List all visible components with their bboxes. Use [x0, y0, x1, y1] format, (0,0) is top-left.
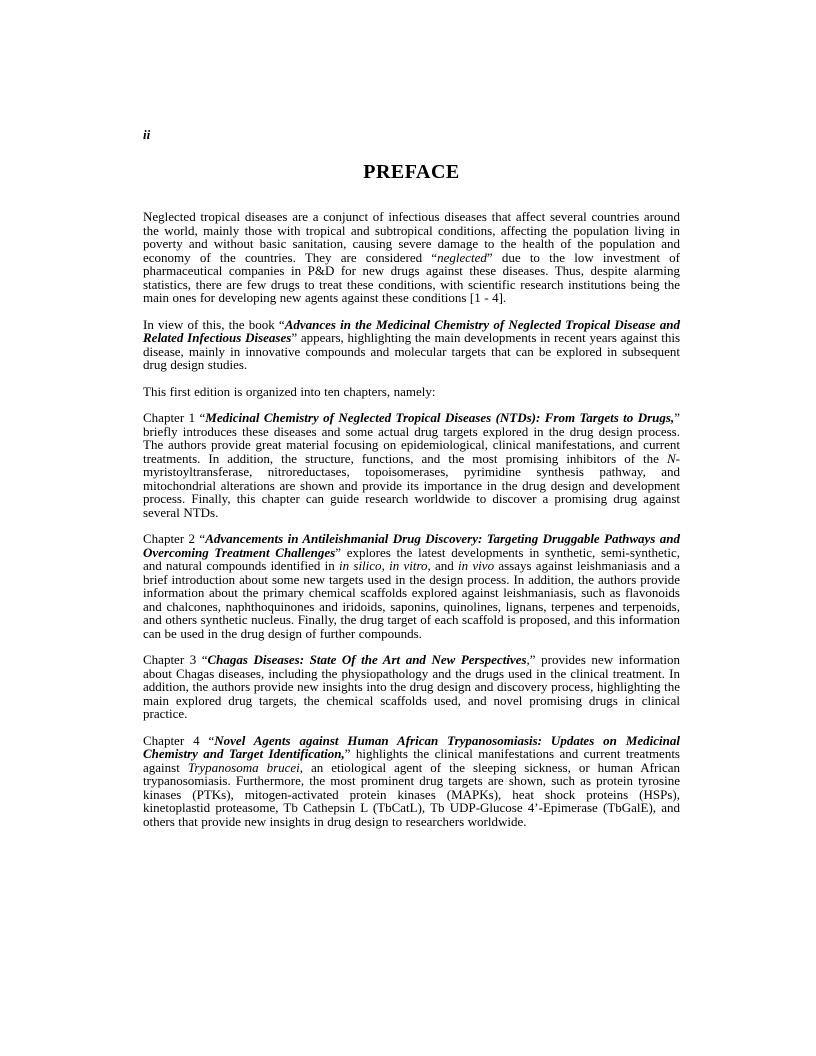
text-run: Chapter 2 “ — [143, 531, 206, 546]
text-run-emphasis: Medicinal Chemistry of Neglected Tropical Diseases (NTDs): From Targets to Drugs, — [205, 410, 675, 425]
paragraph — [143, 734, 680, 829]
text-run: , an etiological agent of the sleeping sickness, or human African trypanosomiasis. Furthermore, the most prominent drug targets are shown, such as protein tyrosine kinases (PTKs), mitogen-activated protein kinases (MAPKs), heat shock proteins (HSPs), kinetoplastid proteasome, Tb Cathepsin L (TbCatL), Tb UDP-Glucose 4’-Epimerase (TbGalE), and others that provide new insights in drug design to researchers worldwide. — [143, 759, 680, 829]
text-run: Chapter 1 “ — [143, 410, 206, 425]
text-run: ” appears, highlighting the main developments in recent years against this disease, mainly in innovative compounds and molecular targets that can be explored in subsequent drug design studies. — [143, 330, 680, 372]
page-number: ii — [143, 127, 151, 142]
page-content — [143, 128, 680, 828]
text-run: Neglected tropical diseases are a conjunct of infectious diseases that affect several countries around the world, mainly those with tropical and subtropical conditions, affecting the population living in poverty and without basic sanitation, causing severe damage to the health of the population and economy of the countries. They are considered “ — [143, 209, 680, 265]
text-run: , — [381, 558, 390, 573]
text-run: ,” provides new information about Chagas diseases, including the physiopathology and the drugs used in the clinical treatment. In addition, the authors provide new insights into the drug design and discovery process, highlighting the main explored drug targets, the chemical scaffolds used, and novel promising drugs in clinical practice. — [143, 652, 681, 721]
text-run: assays against leishmaniasis and a brief introduction about some new targets used in the design process. In addition, the authors provide information about the primary chemical scaffolds explored against leishmaniasis, such as flavonoids and chalcones, naphthoquinones and iridoids, saponins, quinolines, lignans, terpenes and terpenoids, and others synthetic nucleus. Finally, the drug target of each scaffold is proposed, and this information can be used in the drug design of further compounds. — [143, 558, 680, 641]
text-run: ” briefly introduces these diseases and some actual drug targets explored in the drug design process. The authors provide great material focusing on epidemiological, clinical manifestations, and current treatments. In addition, the structure, functions, and the most promising inhibitors of the — [143, 410, 680, 466]
text-run: , and — [427, 558, 459, 573]
page-title: PREFACE — [363, 161, 460, 183]
text-run-emphasis: Novel Agents against Human African Trypanosomiasis: Updates on Medicinal Chemistry and Target Identification, — [143, 732, 680, 761]
text-run: Chapter 4 “ — [143, 732, 215, 748]
text-run-emphasis: in vivo — [458, 558, 495, 573]
text-run: ” explores the latest developments in synthetic, semi-synthetic, and natural compounds identified in — [143, 544, 681, 573]
text-run-emphasis: Trypanosoma brucei — [187, 759, 300, 775]
text-run: ” highlights the clinical manifestations and current treatments against — [143, 746, 680, 775]
paragraph — [143, 318, 680, 372]
paragraph — [143, 411, 680, 519]
text-run: ” due to the low investment of pharmaceutical companies in P&D for new drugs against these diseases. Thus, despite alarming statistics, there are few drugs to treat these conditions, with scientific research institutions being the main ones for developing new agents against these conditions [1 - 4]. — [143, 249, 680, 305]
preface-paragraphs — [143, 210, 680, 828]
text-run: Chapter 3 “ — [143, 652, 208, 667]
text-run-emphasis: in silico — [339, 558, 382, 573]
paragraph — [143, 210, 680, 305]
text-run-emphasis: Advances in the Medicinal Chemistry of Neglected Tropical Disease and Related Infectious Diseases — [143, 316, 680, 345]
text-run-emphasis: Chagas Diseases: State Of the Art and New Perspectives — [207, 652, 527, 667]
text-run: In view of this, the book “ — [143, 316, 285, 332]
text-run: This first edition is organized into ten chapters, namely: — [143, 383, 436, 399]
text-run-emphasis: in vitro — [389, 558, 428, 573]
paragraph — [143, 653, 680, 721]
text-run-emphasis: Advancements in Antileishmanial Drug Discovery: Targeting Druggable Pathways and Overcoming Treatment Challenges — [143, 531, 680, 560]
text-run: -myristoyltransferase, nitroreductases, topoisomerases, pyrimidine synthesis pathway, and mitochondrial alterations are shown and provide its importance in the drug design and development process. Finally, this chapter can guide research worldwide to discover a promising drug against several NTDs. — [143, 450, 680, 520]
text-run-emphasis: N — [666, 450, 676, 466]
paragraph — [143, 532, 680, 640]
paragraph — [143, 385, 680, 399]
text-run-emphasis: neglected — [437, 249, 487, 265]
